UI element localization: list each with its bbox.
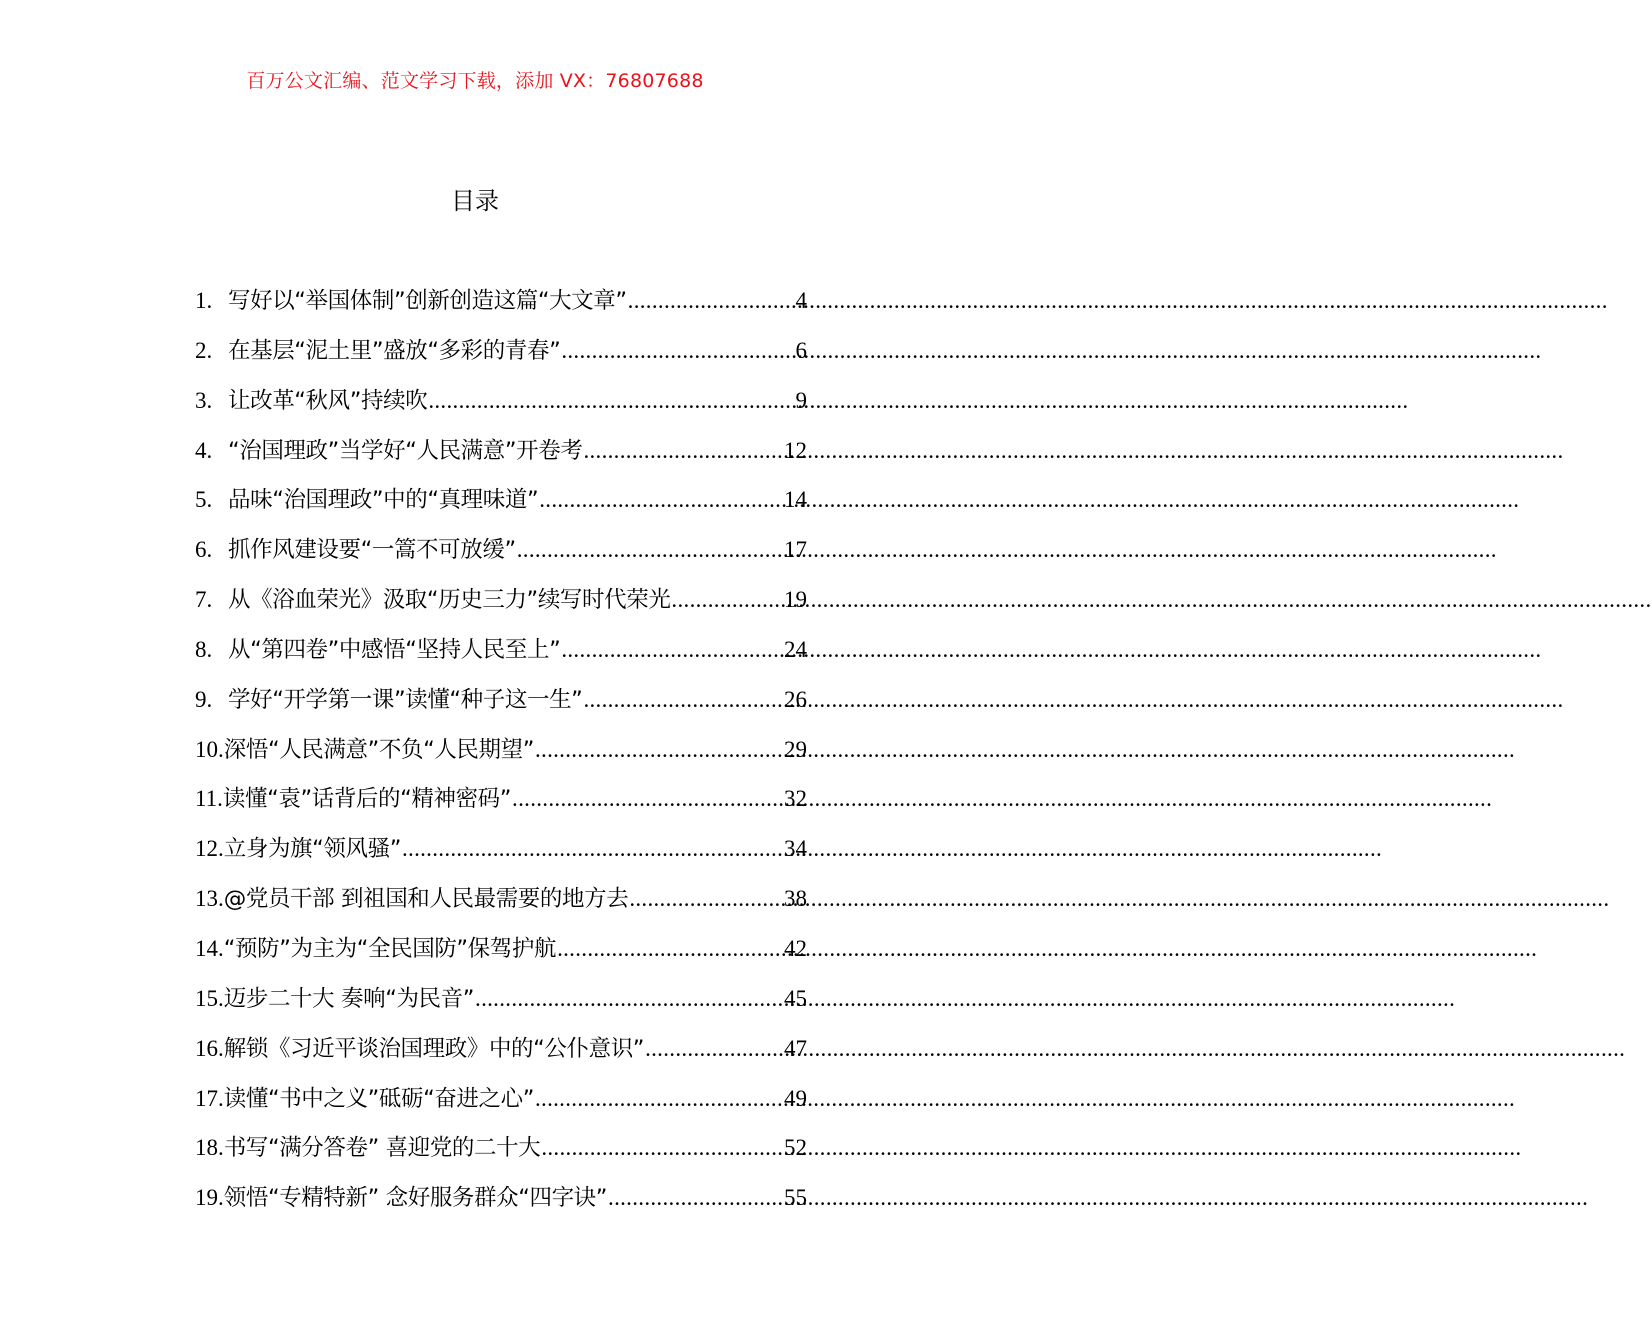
toc-entry-number: 2. bbox=[195, 337, 213, 363]
toc-entry[interactable] bbox=[195, 475, 807, 525]
toc-entry-number: 12. bbox=[195, 836, 224, 862]
toc-dot-leader bbox=[583, 675, 783, 725]
toc-dot-leader bbox=[512, 774, 783, 824]
toc-dot-leader bbox=[539, 475, 783, 525]
table-of-contents bbox=[195, 276, 807, 1223]
toc-entry[interactable] bbox=[195, 376, 807, 426]
toc-entry-page-number: 17 bbox=[784, 537, 807, 563]
toc-dot-leader bbox=[561, 625, 783, 675]
toc-dot-leader bbox=[671, 575, 783, 625]
toc-entry-title: 从“第四卷”中感悟“坚持人民至上” bbox=[228, 636, 561, 663]
toc-entry-title: @党员干部 到祖国和人民最需要的地方去 bbox=[223, 886, 629, 913]
toc-dot-leader bbox=[541, 1123, 783, 1173]
toc-entry-number: 4. bbox=[195, 437, 213, 463]
toc-entry-page-number: 6 bbox=[795, 337, 807, 363]
toc-entry-number: 6. bbox=[195, 537, 213, 563]
toc-entry-page-number: 34 bbox=[784, 836, 807, 862]
toc-entry-title: 深悟“人民满意”不负“人民期望” bbox=[223, 736, 534, 763]
toc-entry-title: 学好“开学第一课”读懂“种子这一生” bbox=[228, 686, 583, 713]
toc-entry-number: 13. bbox=[195, 886, 224, 912]
toc-entry[interactable] bbox=[195, 675, 807, 725]
toc-entry[interactable] bbox=[195, 276, 807, 326]
toc-dot-leader bbox=[535, 1074, 783, 1124]
header-watermark-note: 百万公文汇编、范文学习下载，添加 VX：76807688 bbox=[246, 70, 704, 92]
toc-dot-leader bbox=[561, 326, 794, 376]
toc-entry-page-number: 4 bbox=[795, 288, 807, 313]
toc-entry-title: 迈步二十大 奏响“为民音” bbox=[223, 985, 475, 1012]
toc-entry[interactable] bbox=[195, 1074, 807, 1124]
toc-entry-number: 3. bbox=[195, 387, 213, 413]
toc-entry-title: 解锁《习近平谈治国理政》中的“公仆意识” bbox=[223, 1035, 645, 1062]
toc-dot-leader bbox=[517, 525, 783, 575]
toc-entry[interactable] bbox=[195, 1123, 807, 1173]
toc-entry[interactable] bbox=[195, 575, 807, 625]
toc-entry-title: 让改革“秋风”持续吹 bbox=[228, 387, 428, 414]
toc-entry-page-number: 45 bbox=[784, 985, 807, 1011]
toc-entry[interactable] bbox=[195, 824, 807, 874]
toc-entry-page-number: 9 bbox=[795, 387, 807, 413]
toc-entry-title: 立身为旗“领风骚” bbox=[223, 836, 401, 863]
toc-entry-title: 品味“治国理政”中的“真理味道” bbox=[228, 487, 539, 514]
toc-entry-title: 读懂“书中之义”砥砺“奋进之心” bbox=[223, 1085, 534, 1112]
toc-entry-title: 抓作风建设要“一篙不可放缓” bbox=[228, 537, 516, 564]
toc-entry-number: 9. bbox=[195, 686, 213, 712]
toc-entry-number: 15. bbox=[195, 985, 224, 1011]
toc-entry[interactable] bbox=[195, 774, 807, 824]
toc-entry[interactable] bbox=[195, 924, 807, 974]
toc-entry-page-number: 32 bbox=[784, 786, 807, 812]
toc-entry-title: 领悟“专精特新” 念好服务群众“四字诀” bbox=[223, 1185, 608, 1212]
toc-entry-page-number: 49 bbox=[784, 1085, 807, 1111]
toc-entry-page-number: 26 bbox=[784, 686, 807, 712]
toc-dot-leader bbox=[608, 1173, 783, 1223]
toc-entry-title: 书写“满分答卷” 喜迎党的二十大 bbox=[223, 1135, 541, 1162]
toc-dot-leader bbox=[645, 1024, 783, 1074]
toc-entry-page-number: 42 bbox=[784, 935, 807, 961]
toc-entry[interactable] bbox=[195, 426, 807, 476]
toc-entry-page-number: 24 bbox=[784, 636, 807, 662]
toc-entry-page-number: 52 bbox=[784, 1135, 807, 1161]
toc-entry-page-number: 29 bbox=[784, 736, 807, 762]
toc-entry-number: 7. bbox=[195, 587, 213, 613]
toc-dot-leader bbox=[629, 874, 783, 924]
toc-entry-page-number: 55 bbox=[784, 1185, 807, 1211]
toc-entry-number: 14. bbox=[195, 935, 224, 961]
toc-entry-number: 18. bbox=[195, 1135, 224, 1161]
toc-entry-number: 19. bbox=[195, 1185, 224, 1211]
toc-dot-leader bbox=[628, 276, 795, 326]
toc-dot-leader bbox=[535, 725, 783, 775]
toc-entry-number: 11. bbox=[195, 786, 223, 812]
toc-entry[interactable] bbox=[195, 1024, 807, 1074]
toc-entry-title: 写好以“举国体制”创新创造这篇“大文章” bbox=[228, 288, 627, 314]
toc-entry-title: 在基层“泥土里”盛放“多彩的青春” bbox=[228, 337, 561, 364]
toc-entry-page-number: 38 bbox=[784, 886, 807, 912]
toc-entry[interactable] bbox=[195, 525, 807, 575]
toc-entry-number: 16. bbox=[195, 1035, 224, 1061]
toc-dot-leader bbox=[583, 426, 783, 476]
toc-entry-number: 5. bbox=[195, 487, 213, 513]
toc-entry[interactable] bbox=[195, 974, 807, 1024]
toc-entry-page-number: 12 bbox=[784, 437, 807, 463]
toc-entry-page-number: 19 bbox=[784, 587, 807, 613]
toc-entry-title: “预防”为主为“全民国防”保驾护航 bbox=[223, 935, 557, 962]
toc-entry-number: 8. bbox=[195, 636, 213, 662]
toc-entry-page-number: 14 bbox=[784, 487, 807, 513]
toc-entry-title: “治国理政”当学好“人民满意”开卷考 bbox=[228, 437, 583, 464]
toc-dot-leader bbox=[428, 376, 794, 426]
toc-entry[interactable] bbox=[195, 625, 807, 675]
toc-entry[interactable] bbox=[195, 326, 807, 376]
toc-entry-page-number: 47 bbox=[784, 1035, 807, 1061]
toc-entry-number: 17. bbox=[195, 1085, 224, 1111]
toc-entry[interactable] bbox=[195, 1173, 807, 1223]
toc-entry[interactable] bbox=[195, 874, 807, 924]
toc-entry-title: 从《浴血荣光》汲取“历史三力”续写时代荣光 bbox=[228, 587, 671, 614]
toc-title: 目录 bbox=[451, 187, 499, 215]
toc-dot-leader bbox=[402, 824, 783, 874]
toc-dot-leader bbox=[557, 924, 783, 974]
toc-dot-leader bbox=[475, 974, 783, 1024]
toc-entry-title: 读懂“袁”话背后的“精神密码” bbox=[222, 786, 512, 813]
toc-entry[interactable] bbox=[195, 725, 807, 775]
toc-entry-number: 10. bbox=[195, 736, 224, 762]
toc-entry-number: 1. bbox=[195, 288, 213, 313]
